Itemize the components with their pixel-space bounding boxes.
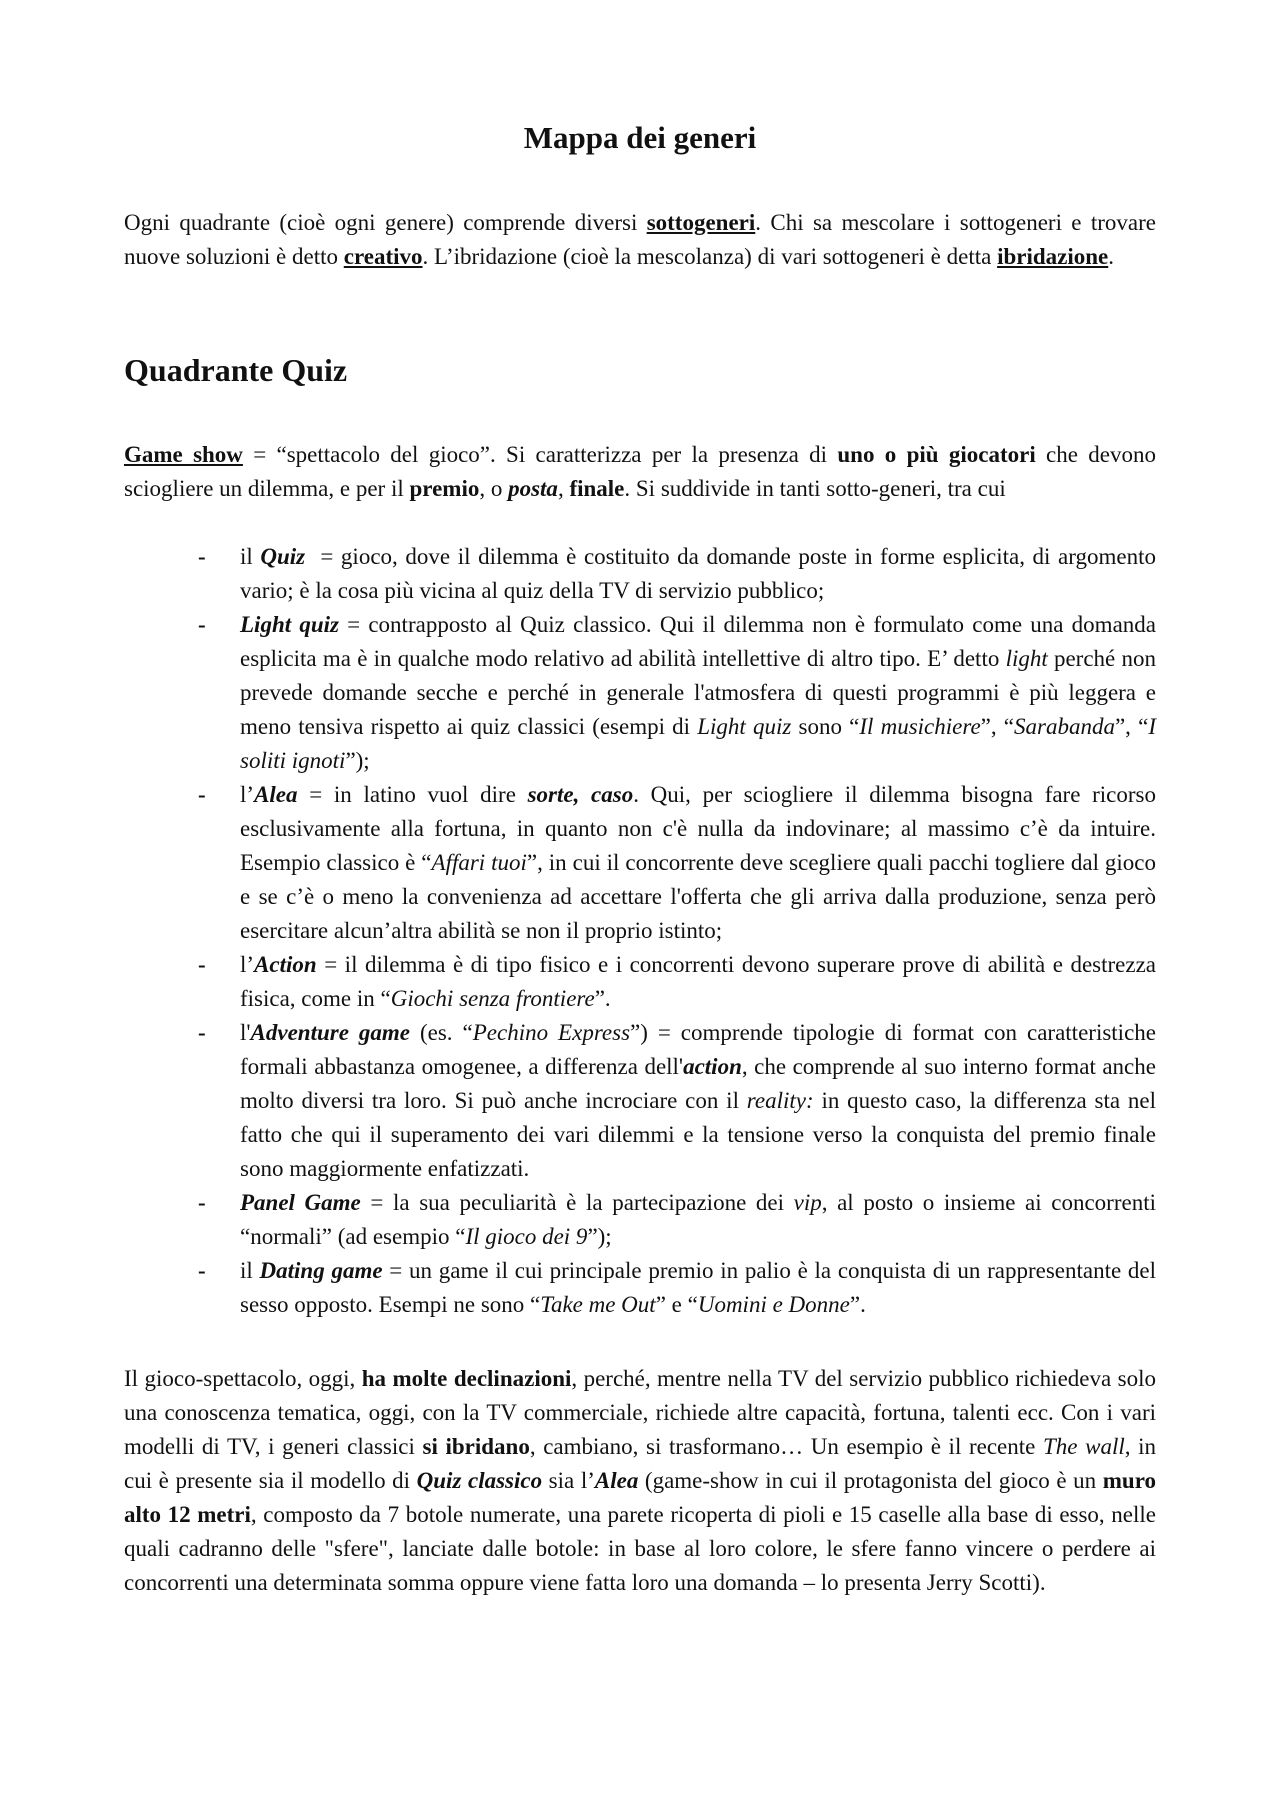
outro-text: (game-show in cui il protagonista del gioco è un [638,1468,1103,1493]
italic-text: Il musichiere [859,714,981,739]
outro-text: Il gioco-spettacolo, oggi, [124,1366,362,1391]
item-term: Adventure game [250,1020,411,1045]
item-text: = contrapposto al Quiz classico. Qui il dilemma non è formulato come una domanda esplicita ma è in qualche modo relativo ad abilità intellettive di altro tipo. E’ detto [240,612,1156,671]
item-text: = la sua peculiarità è la partecipazione dei [360,1190,794,1215]
bold-text: ha molte declinazioni [361,1366,572,1391]
item-text: = gioco, dove il dilemma è costituito da domande poste in forme esplicita, di argomento vario; è la cosa più vicina al quiz della TV di servizio pubblico; [240,544,1162,603]
outro-text: sia l’ [542,1468,595,1493]
gameshow-text: che devono sciogliere un dilemma, e per il [124,442,1156,501]
item-text: ”, “ [1114,714,1149,739]
italic-text: Il gioco dei 9 [465,1224,588,1249]
list-item-action [124,948,1156,1016]
bold-italic-text: posta [508,476,558,501]
list-item-quiz [124,540,1162,608]
list-dash: - [198,612,206,637]
item-term: Dating game [259,1258,383,1283]
list-item-adventure-game [124,1016,1156,1186]
outro-text: , perché, mentre nella TV del servizio pubblico richiedeva solo una conoscenza tematica, oggi, con la TV commerciale, richiede altre capacità, fortuna, talenti ecc. Con i vari modelli di TV, i generi classici [124,1366,1156,1459]
term-game-show: Game show [124,442,243,467]
item-text: ”. [849,1292,866,1317]
item-text: (es. “ [410,1020,473,1045]
term-ibridazione: ibridazione [997,244,1109,269]
item-text: ” e “ [655,1292,698,1317]
list-item-dating-game [124,1254,1156,1322]
italic-text: reality: [746,1088,814,1113]
bold-text: si ibridano [422,1434,530,1459]
item-text: ”, in cui il concorrente deve scegliere quali pacchi togliere dal gioco e se c’è o meno la convenienza ad accettare l'offerta che gli arriva dalla produzione, senza però esercitare alcun’altra abilità se non il proprio istinto; [240,850,1157,943]
term-creativo: creativo [343,244,423,269]
intro-text: . Chi sa mescolare i sottogeneri e trovare nuove soluzioni è detto [124,210,1156,269]
gameshow-paragraph [124,438,1156,506]
bold-text: muro alto 12 metri [124,1468,1157,1527]
item-text: = un game il cui principale premio in palio è la conquista di un rappresentante del sesso opposto. Esempi ne sono “ [240,1258,1157,1317]
outro-text: , cambiano, si trasformano… Un esempio è il recente [529,1434,1043,1459]
term-sottogeneri: sottogeneri [646,210,756,235]
italic-text: The wall [1042,1434,1125,1459]
list-dash: - [198,544,206,569]
item-text: perché non prevede domande secche e perché in generale l'atmosfera di questi programmi è più leggera e meno tensiva rispetto ai quiz classici (esempi di [240,646,1156,739]
italic-text: Affari tuoi [431,850,527,875]
item-text: ”, “ [980,714,1015,739]
item-text: ”); [587,1224,612,1249]
italic-text: light [1005,646,1048,671]
gameshow-text: , o [479,476,509,501]
list-item-panel-game [124,1186,1156,1254]
list-dash: - [198,1190,206,1215]
item-text: ”. [594,986,611,1011]
item-term: Light quiz [240,612,339,637]
intro-text: . [1108,244,1114,269]
item-text: il [240,1258,260,1283]
list-dash: - [198,782,206,807]
bold-italic-text: Quiz classico [416,1468,543,1493]
gameshow-text: , [557,476,570,501]
intro-text: Ogni quadrante (cioè ogni genere) comprende diversi [124,210,647,235]
list-dash: - [198,1020,206,1045]
item-term: Panel Game [240,1190,361,1215]
list-item-light-quiz [124,608,1156,778]
italic-text: Pechino Express [472,1020,631,1045]
intro-text: . L’ibridazione (cioè la mescolanza) di vari sottogeneri è detta [422,244,998,269]
item-term: Alea [254,782,298,807]
item-text: sono “ [791,714,860,739]
outro-text: , composto da 7 botole numerate, una parete ricoperta di pioli e 15 caselle alla base di esso, nelle quali cadranno delle "sfere", lanciate dalle botole: in base al loro colore, le sfere fanno vincere o perdere ai concorrenti una determinata somma oppure viene fatta loro una domanda – lo presenta Jerry Scotti). [124,1502,1156,1595]
subgenre-list [124,540,1162,1322]
section-heading: Quadrante Quiz [124,352,348,388]
italic-text: Take me Out [540,1292,656,1317]
bold-italic-text: action [683,1054,742,1079]
italic-text: Giochi senza frontiere [390,986,595,1011]
italic-text: vip [793,1190,822,1215]
item-term: Action [254,952,317,977]
bold-italic-text: Alea [594,1468,639,1493]
item-text: in questo caso, la differenza sta nel fatto che qui il superamento dei vari dilemmi e la tensione verso la conquista del premio finale sono maggiormente enfatizzati. [240,1088,1156,1181]
item-term: Quiz [260,544,306,569]
item-text: = il dilemma è di tipo fisico e i concorrenti devono superare prove di abilità e destrezza fisica, come in “ [240,952,1156,1011]
bold-italic-text: sorte, caso [527,782,634,807]
item-text: il [240,544,261,569]
italic-text: Uomini e Donne [697,1292,850,1317]
bold-text: finale [569,476,625,501]
item-text: . Qui, per sciogliere il dilemma bisogna fare ricorso esclusivamente alla fortuna, in quanto non c'è nulla da indovinare; al massimo c’è da intuire. Esempio classico è “ [240,782,1156,875]
italic-text: Sarabanda [1014,714,1115,739]
closing-paragraph [124,1362,1156,1600]
list-dash: - [198,952,206,977]
gameshow-text: . Si suddivide in tanti sotto-generi, tra cui [624,476,1006,501]
item-text: = in latino vuol dire [297,782,528,807]
item-text: l’ [240,952,255,977]
italic-text: I soliti ignoti [240,714,1156,773]
item-text: l’ [240,782,255,807]
item-text: ”) = comprende tipologie di format con caratteristiche formali abbastanza omogenee, a differenza dell' [240,1020,1156,1079]
outro-text: , in cui è presente sia il modello di [124,1434,1156,1493]
item-text: l' [240,1020,251,1045]
page-title: Mappa dei generi [523,120,757,155]
gameshow-text: = “spettacolo del gioco”. Si caratterizza per la presenza di [242,442,838,467]
list-dash: - [198,1258,206,1283]
intro-paragraph [124,206,1156,274]
item-text: , che comprende al suo interno format anche molto diversi tra loro. Si può anche incrociare con il [240,1054,1156,1113]
list-item-alea [124,778,1156,948]
item-text: , al posto o insieme ai concorrenti “normali” (ad esempio “ [240,1190,1156,1249]
bold-text: premio [409,476,480,501]
bold-text: uno o più giocatori [837,442,1036,467]
italic-text: Light quiz [697,714,792,739]
item-text: ”); [345,748,370,773]
